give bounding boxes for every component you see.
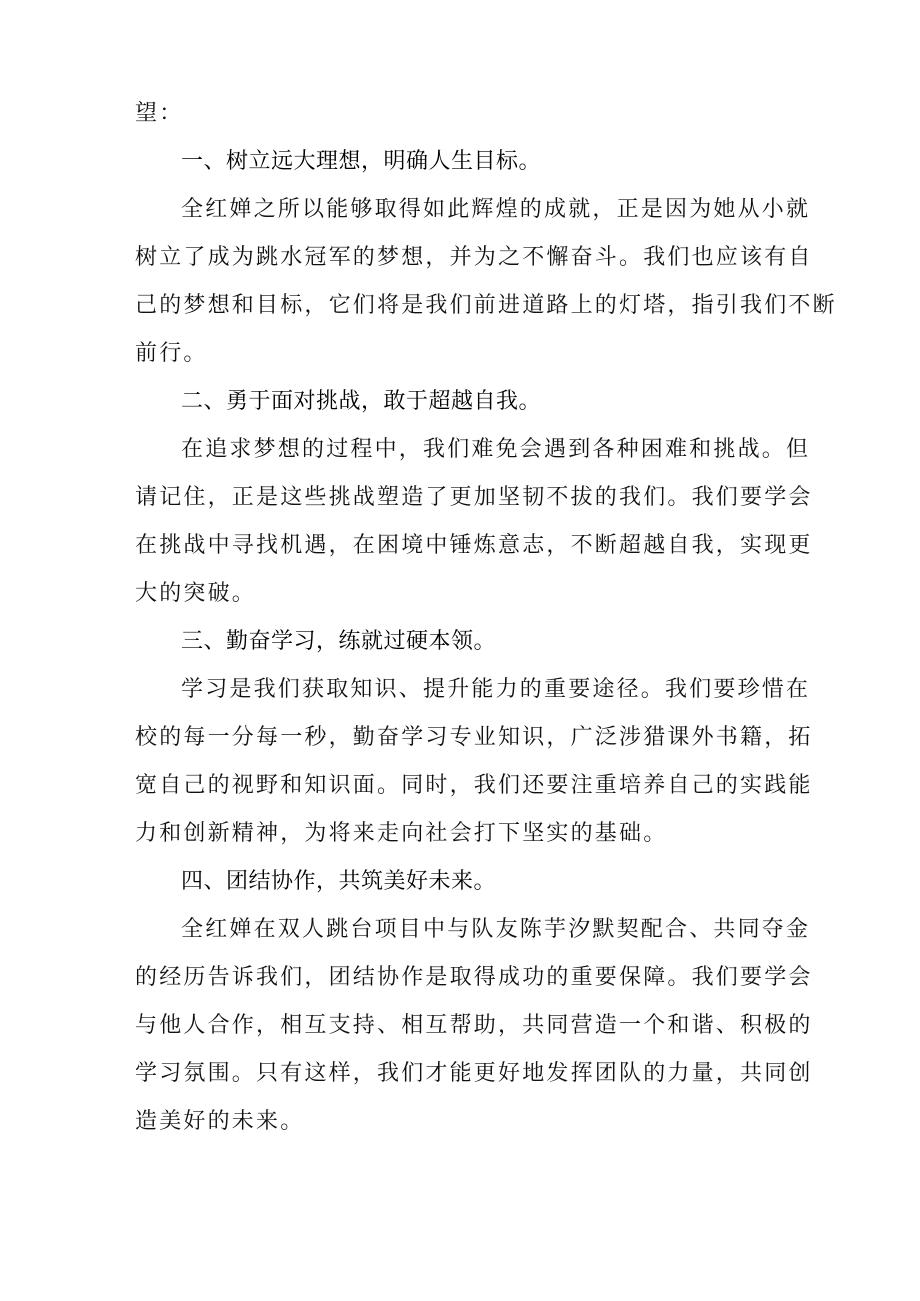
intro-fragment: 望： [135,101,184,126]
paragraph-line: 全红婵之所以能够取得如此辉煌的成就，正是因为她从小就 [181,197,811,222]
paragraph-line: 力和创新精神，为将来走向社会打下坚实的基础。 [135,821,668,846]
paragraph-line: 造美好的未来。 [135,1109,305,1134]
paragraph-line: 在追求梦想的过程中，我们难免会遇到各种困难和挑战。但 [181,437,811,462]
section-heading-1: 一、树立远大理想，明确人生目标。 [181,149,542,174]
paragraph-line: 的经历告诉我们，团结协作是取得成功的重要保障。我们要学会 [135,965,813,990]
paragraph-line: 在挑战中寻找机遇，在困境中锤炼意志，不断超越自我，实现更 [135,533,813,558]
paragraph-line: 大的突破。 [135,581,257,606]
paragraph-line: 请记住，正是这些挑战塑造了更加坚韧不拔的我们。我们要学会 [135,485,813,510]
paragraph-line: 前行。 [135,341,208,366]
paragraph-line: 己的梦想和目标，它们将是我们前进道路上的灯塔，指引我们不断 [135,293,837,318]
section-heading-2: 二、勇于面对挑战，敢于超越自我。 [181,389,542,414]
paragraph-line: 与他人合作，相互支持、相互帮助，共同营造一个和谐、积极的 [135,1013,813,1038]
paragraph-line: 校的每一分每一秒，勤奋学习专业知识，广泛涉猎课外书籍，拓 [135,725,813,750]
section-heading-4: 四、团结协作，共筑美好未来。 [181,869,497,894]
section-heading-3: 三、勤奋学习，练就过硬本领。 [181,629,497,654]
paragraph-line: 树立了成为跳水冠军的梦想，并为之不懈奋斗。我们也应该有自 [135,245,813,270]
paragraph-line: 全红婵在双人跳台项目中与队友陈芋汐默契配合、共同夺金 [181,917,811,942]
document-body [135,90,837,1146]
paragraph-line: 宽自己的视野和知识面。同时，我们还要注重培养自己的实践能 [135,773,813,798]
paragraph-line: 学习是我们获取知识、提升能力的重要途径。我们要珍惜在 [181,677,811,702]
paragraph-line: 学习氛围。只有这样，我们才能更好地发挥团队的力量，共同创 [135,1061,813,1086]
